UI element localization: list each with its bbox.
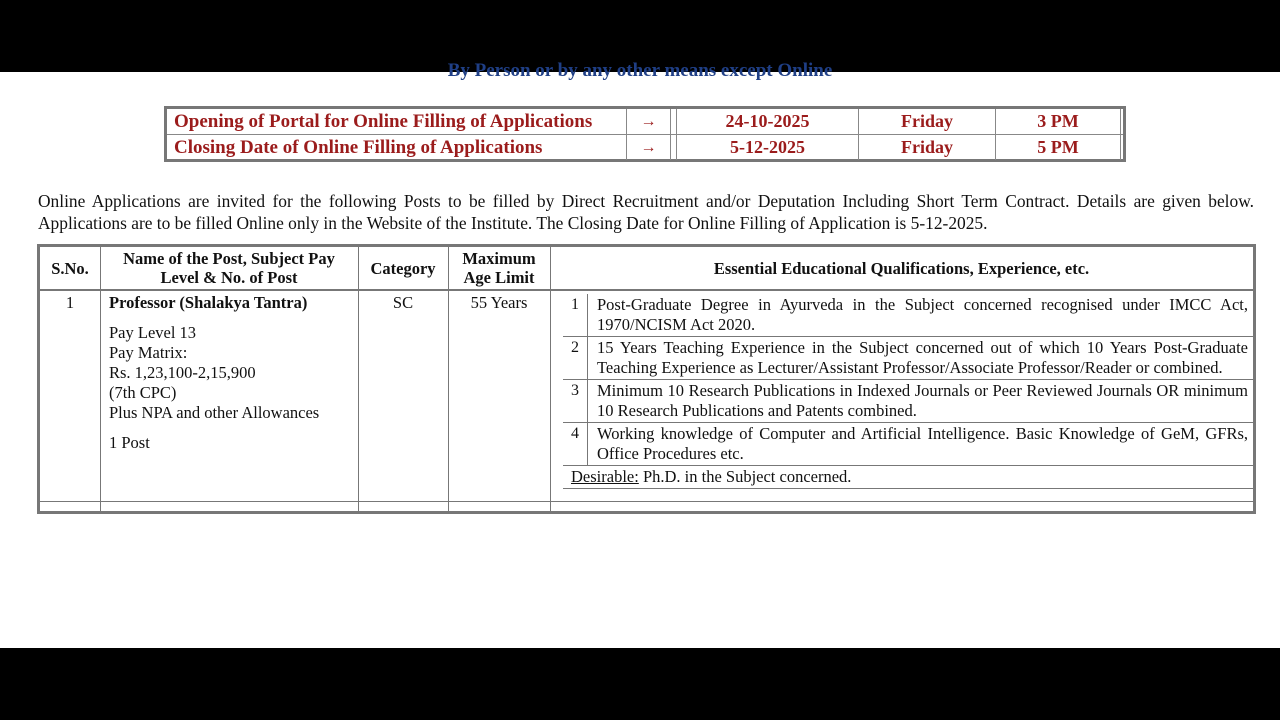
arrow-icon: → bbox=[627, 109, 671, 134]
schedule-row-closing bbox=[167, 135, 1123, 160]
item-text: 15 Years Teaching Experience in the Subject concerned out of which 10 Years Post-Graduate Teaching Experience as Lecturer/Assistant Professor/Associate Professor/Reader or combined. bbox=[597, 338, 1248, 377]
item-number: 3 bbox=[563, 380, 588, 422]
arrow-icon: → bbox=[627, 135, 671, 160]
cell-category: SC bbox=[392, 293, 414, 312]
posts-table bbox=[37, 244, 1256, 514]
schedule-date: 5-12-2025 bbox=[677, 135, 859, 160]
item-number: 2 bbox=[563, 337, 588, 379]
schedule-label: Opening of Portal for Online Filling of Applications bbox=[167, 109, 627, 134]
schedule-time: 5 PM bbox=[996, 135, 1121, 160]
document-page bbox=[0, 60, 1280, 648]
item-text: Post-Graduate Degree in Ayurveda in the Subject concerned recognised under IMCC Act, 1970/NCISM Act 2020. bbox=[597, 295, 1248, 334]
header-category: Category bbox=[358, 247, 448, 291]
pay-level: Pay Level 13 bbox=[109, 323, 197, 342]
qualifications-list bbox=[563, 294, 1256, 489]
cut-off-header: By Person or by any other means except Online bbox=[447, 60, 833, 81]
header-post: Name of the Post, Subject Pay Level & No. of Post bbox=[100, 247, 358, 291]
pay-range: Rs. 1,23,100-2,15,900 bbox=[109, 363, 256, 382]
list-item bbox=[563, 294, 1256, 336]
item-number: 1 bbox=[563, 294, 588, 336]
list-item bbox=[563, 422, 1256, 465]
header-age: Maximum Age Limit bbox=[448, 247, 550, 291]
cell-age: 55 Years bbox=[470, 293, 528, 312]
post-title: Professor (Shalakya Tantra) bbox=[109, 293, 308, 312]
schedule-time: 3 PM bbox=[996, 109, 1121, 134]
schedule-day: Friday bbox=[859, 135, 996, 160]
schedule-box bbox=[164, 106, 1126, 162]
schedule-day: Friday bbox=[859, 109, 996, 134]
header-sno: S.No. bbox=[40, 247, 100, 291]
item-text: Working knowledge of Computer and Artificial Intelligence. Basic Knowledge of GeM, GFRs, Office Procedures etc. bbox=[597, 424, 1248, 463]
desirable-text: Ph.D. in the Subject concerned. bbox=[642, 467, 852, 486]
list-item bbox=[563, 336, 1256, 379]
pay-matrix-label: Pay Matrix: bbox=[109, 343, 188, 362]
cpc-note: (7th CPC) bbox=[109, 383, 177, 402]
desirable-note bbox=[563, 465, 1256, 489]
item-text: Minimum 10 Research Publications in Indexed Journals or Peer Reviewed Journals OR minimum 10 Research Publications and Patents combined. bbox=[597, 381, 1248, 420]
cell-sno: 1 bbox=[65, 293, 75, 312]
desirable-label: Desirable: bbox=[571, 467, 639, 486]
schedule-label: Closing Date of Online Filling of Applications bbox=[167, 135, 627, 160]
item-number: 4 bbox=[563, 423, 588, 465]
schedule-date: 24-10-2025 bbox=[677, 109, 859, 134]
header-qualifications: Essential Educational Qualifications, Experience, etc. bbox=[550, 247, 1253, 291]
post-count: 1 Post bbox=[109, 433, 150, 452]
list-item bbox=[563, 379, 1256, 422]
intro-paragraph: Online Applications are invited for the following Posts to be filled by Direct Recruitment and/or Deputation Including Short Term Contract. Details are given below. Applications are to be filled Online only in the Website of the Institute. The Closing Date for Online Filling of Application is 5-12-2025. bbox=[38, 191, 1254, 233]
allowances: Plus NPA and other Allowances bbox=[109, 403, 320, 422]
schedule-row-opening bbox=[167, 109, 1123, 135]
